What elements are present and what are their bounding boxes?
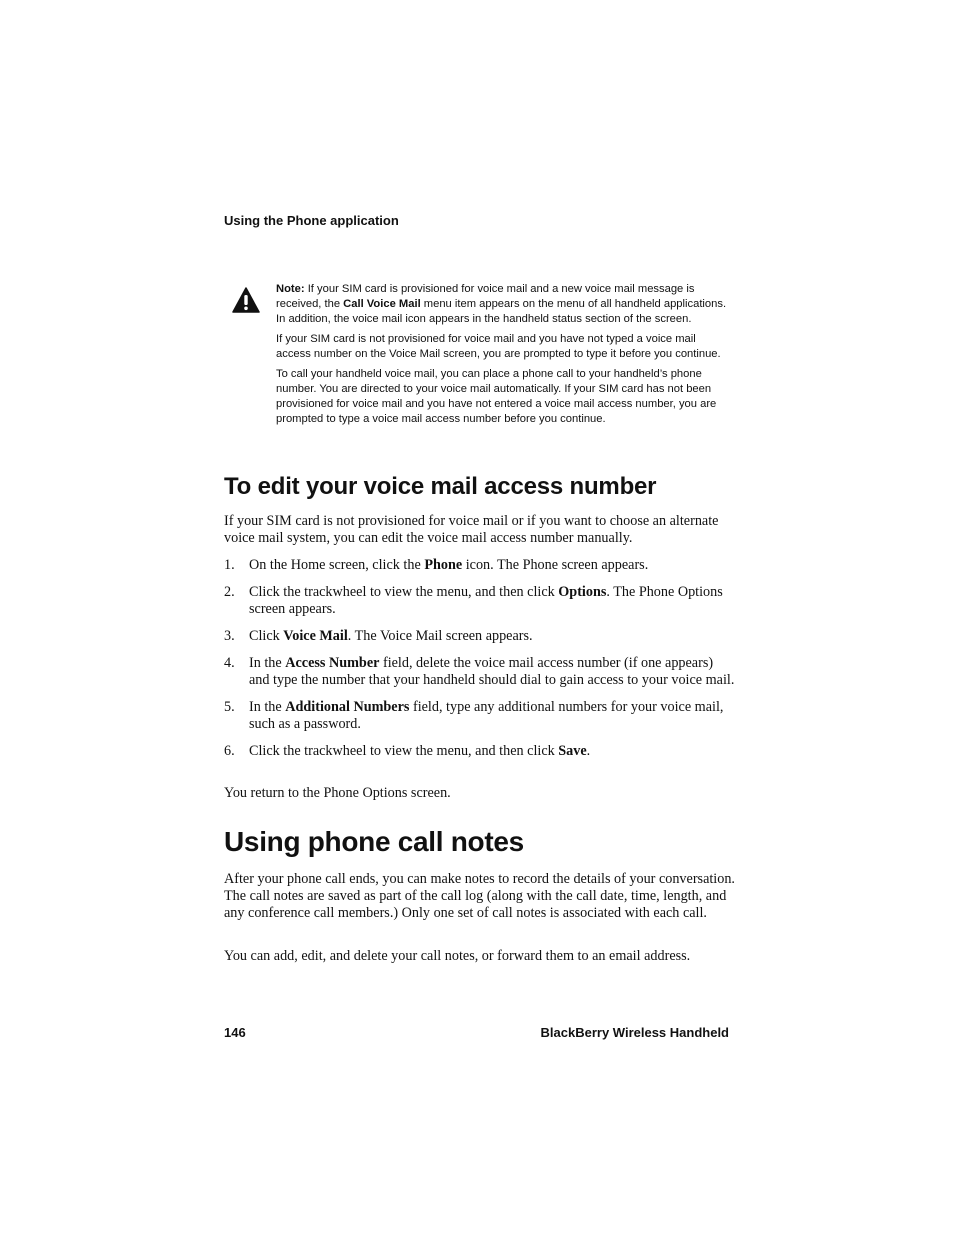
call-notes-paragraph-1: After your phone call ends, you can make notes to record the details of your conversation. The call notes are saved as part of the call log (along with the call date, time, length, and any conference call members.) Only one set of call notes is associated with each call. (224, 871, 735, 921)
step-text: Click (249, 628, 284, 644)
step-text: On the Home screen, click the (249, 557, 425, 573)
result-paragraph: You return to the Phone Options screen. (224, 785, 451, 801)
footer-title: BlackBerry Wireless Handheld (540, 1025, 729, 1040)
note-text-segment: If your SIM card is provisioned for voice mail and a new voice mail message is received, the (276, 283, 695, 310)
note-paragraph-3: To call your handheld voice mail, you can place a phone call to your handheld’s phone number. You are directed to your voice mail automatically. If your SIM card has not been provisioned for voice mail and you have not entered a voice mail access number, you are prompted to type a voice mail access number before you continue. (276, 368, 717, 425)
step-number: 2. (224, 584, 235, 600)
step-item (224, 743, 736, 760)
call-notes-paragraph-2: You can add, edit, and delete your call notes, or forward them to an email address. (224, 948, 691, 964)
note-label: Note: (276, 283, 305, 295)
section-heading-call-notes: Using phone call notes (224, 826, 524, 857)
step-text: . (586, 743, 591, 759)
step-text: icon. The Phone screen appears. (462, 557, 649, 573)
step-text: field, delete the voice mail access number (if one appears) and type the number that your handheld should dial to gain access to your voice mail. (249, 655, 735, 688)
warning-icon (232, 287, 260, 313)
step-bold-term: Access Number (285, 655, 380, 671)
section-heading-voice-mail: To edit your voice mail access number (224, 473, 657, 500)
step-text: In the (249, 699, 286, 715)
note-paragraph-2: If your SIM card is not provisioned for voice mail and you have not typed a voice mail access number on the Voice Mail screen, you are prompted to type it before you continue. (276, 333, 721, 360)
step-bold-term: Voice Mail (283, 628, 348, 644)
note-text-segment: menu item appears on the menu of all handheld applications. In addition, the voice mail icon appears in the handheld status section of the screen. (276, 298, 727, 325)
step-item (224, 655, 736, 689)
step-text: . The Voice Mail screen appears. (347, 628, 533, 644)
step-bold-term: Options (558, 584, 607, 600)
step-item (224, 699, 736, 733)
step-number: 3. (224, 628, 235, 644)
step-bold-term: Additional Numbers (285, 699, 410, 715)
step-text: Click the trackwheel to view the menu, and then click (249, 743, 559, 759)
step-text: Click the trackwheel to view the menu, and then click (249, 584, 559, 600)
note-paragraph-1 (276, 282, 728, 327)
running-header: Using the Phone application (224, 213, 399, 228)
note-text (276, 282, 728, 432)
note-bold-term: Call Voice Mail (343, 298, 421, 310)
step-number: 4. (224, 655, 235, 671)
step-text: field, type any additional numbers for your voice mail, such as a password. (249, 699, 724, 732)
step-item (224, 628, 736, 645)
page-number: 146 (224, 1025, 246, 1040)
step-number: 5. (224, 699, 235, 715)
step-number: 1. (224, 557, 235, 573)
step-bold-term: Save (558, 743, 587, 759)
intro-paragraph: If your SIM card is not provisioned for voice mail or if you want to choose an alternate voice mail system, you can edit the voice mail access number manually. (224, 513, 719, 546)
step-text: In the (249, 655, 286, 671)
step-bold-term: Phone (424, 557, 463, 573)
step-text: . The Phone Options screen appears. (249, 584, 723, 617)
step-number: 6. (224, 743, 235, 759)
steps-list (224, 557, 736, 770)
step-item (224, 584, 736, 618)
step-item (224, 557, 736, 574)
